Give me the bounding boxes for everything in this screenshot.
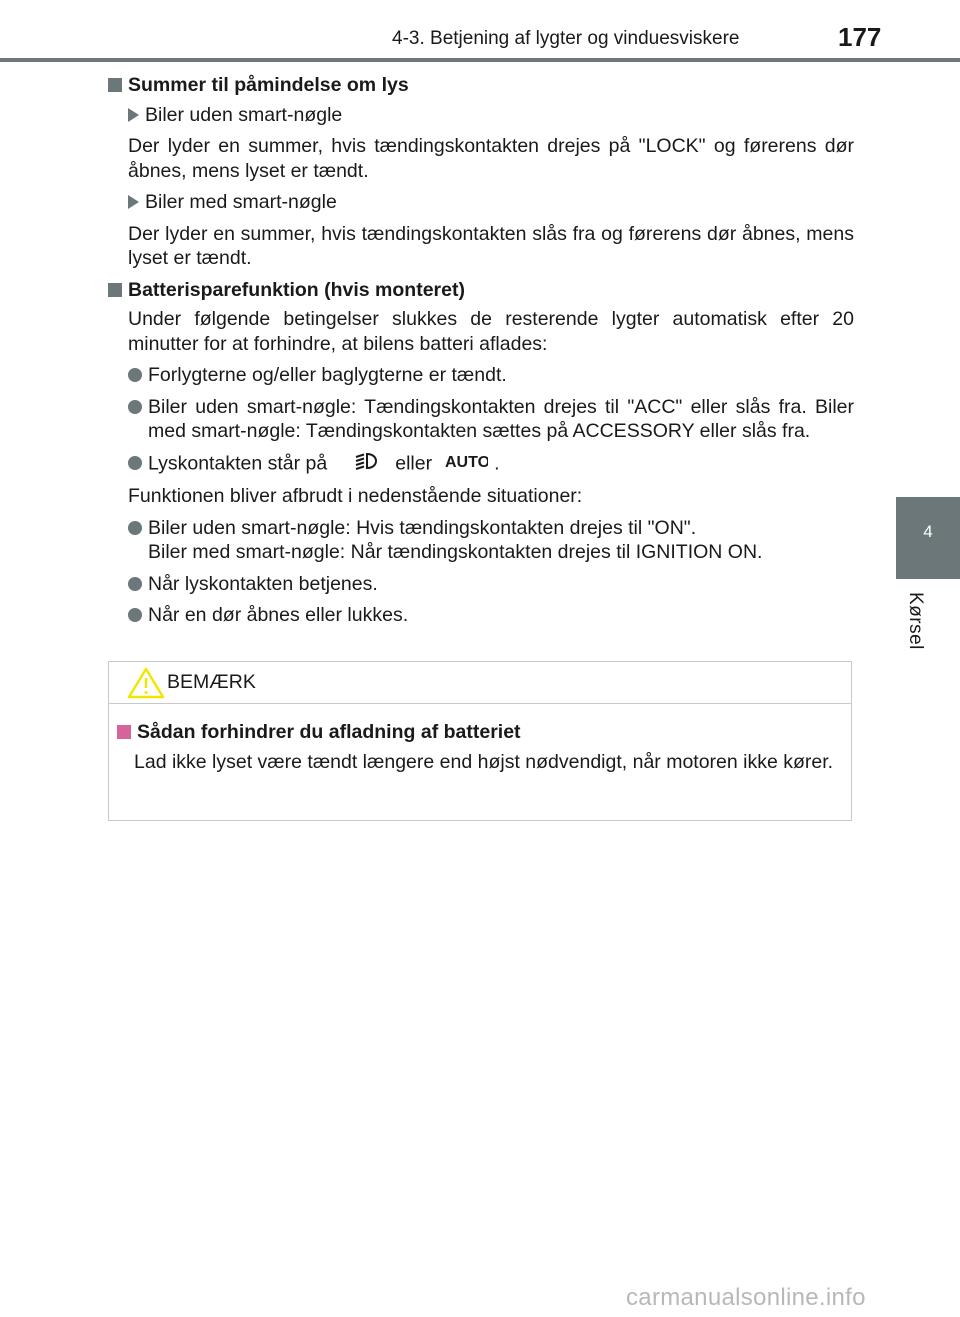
paragraph: Der lyder en summer, hvis tændingskontakten drejes på "LOCK" og førerens dør åbnes, mens lyset er tændt. xyxy=(128,135,854,182)
notice-body xyxy=(109,704,851,774)
list-item-switch xyxy=(128,451,854,478)
round-bullet-icon xyxy=(128,368,142,382)
heading-text: Summer til påmindelse om lys xyxy=(128,74,409,96)
round-bullet-icon xyxy=(128,400,142,414)
list-item-line: Biler med smart-nøgle: Når tændingskontakten drejes til IGNITION ON. xyxy=(148,541,763,563)
subheading-smart-key xyxy=(128,190,854,215)
chapter-tab xyxy=(896,497,960,579)
warning-icon xyxy=(127,667,165,704)
notice-heading-text: Sådan forhindrer du afladning af batteriet xyxy=(137,721,521,743)
auto-icon xyxy=(444,452,488,477)
switch-text-end: . xyxy=(494,451,500,474)
round-bullet-icon xyxy=(128,577,142,591)
list-item-text: Når en dør åbnes eller lukkes. xyxy=(148,604,409,626)
paragraph: Funktionen bliver afbrudt i nedenstående situationer: xyxy=(128,485,583,507)
notice-box xyxy=(108,661,852,821)
paragraph: Der lyder en summer, hvis tændingskontakten slås fra og førerens dør åbnes, mens lyset er tændt. xyxy=(128,222,854,269)
subheading-no-smart-key xyxy=(128,103,854,128)
square-bullet-icon xyxy=(108,78,122,92)
notice-header xyxy=(109,662,851,704)
section-heading-reminder xyxy=(108,73,854,98)
headlight-icon xyxy=(353,451,379,478)
list-item xyxy=(128,572,854,597)
round-bullet-icon xyxy=(128,521,142,535)
watermark: carmanualsonline.info xyxy=(626,1284,866,1311)
square-bullet-icon xyxy=(108,283,122,297)
list-item xyxy=(128,395,854,444)
notice-title: BEMÆRK xyxy=(167,671,256,693)
list-item-text: Når lyskontakten betjenes. xyxy=(148,572,378,595)
notice-text: Lad ikke lyset være tændt længere end højst nødvendigt, når motoren ikke kører. xyxy=(134,750,834,773)
round-bullet-icon xyxy=(128,456,142,470)
header-rule xyxy=(0,58,960,62)
subheading-text: Biler uden smart-nøgle xyxy=(145,103,343,126)
triangle-bullet-icon xyxy=(128,195,139,209)
paragraph: Under følgende betingelser slukkes de resterende lygter automatisk efter 20 minutter for at forhindre, at bilens batteri aflades: xyxy=(128,308,854,355)
list-item xyxy=(128,516,854,565)
list-item xyxy=(128,603,854,628)
header-title: 4-3. Betjening af lygter og vinduesviskere xyxy=(392,28,740,49)
list-item-text: Forlygterne og/eller baglygterne er tændt. xyxy=(148,364,507,386)
switch-text-before: Lyskontakten står på xyxy=(148,451,328,474)
auto-icon-label: AUTO xyxy=(445,453,489,470)
chapter-number: 4 xyxy=(923,522,933,541)
subheading-text: Biler med smart-nøgle xyxy=(145,191,337,213)
heading-text: Batterisparefunktion (hvis monteret) xyxy=(128,278,465,301)
page-header xyxy=(0,0,960,62)
triangle-bullet-icon xyxy=(128,108,139,122)
list-item-text xyxy=(148,451,854,478)
list-item-text xyxy=(148,516,854,565)
square-bullet-icon xyxy=(117,725,131,739)
chapter-label: Kørsel xyxy=(905,592,926,650)
list-item xyxy=(128,363,854,388)
round-bullet-icon xyxy=(128,608,142,622)
list-item-text: Biler uden smart-nøgle: Tændingskontakten drejes til "ACC" eller slås fra. Biler med smart-nøgle: Tændingskontakten sættes på ACCESSORY eller slås fra. xyxy=(148,395,854,442)
switch-text-mid: eller xyxy=(395,451,433,474)
section-heading-battery-saver xyxy=(108,278,854,303)
page-number: 177 xyxy=(838,22,882,52)
main-content xyxy=(108,73,854,635)
notice-heading xyxy=(117,720,837,745)
list-item-line: Biler uden smart-nøgle: Hvis tændingskontakten drejes til "ON". xyxy=(148,516,697,539)
